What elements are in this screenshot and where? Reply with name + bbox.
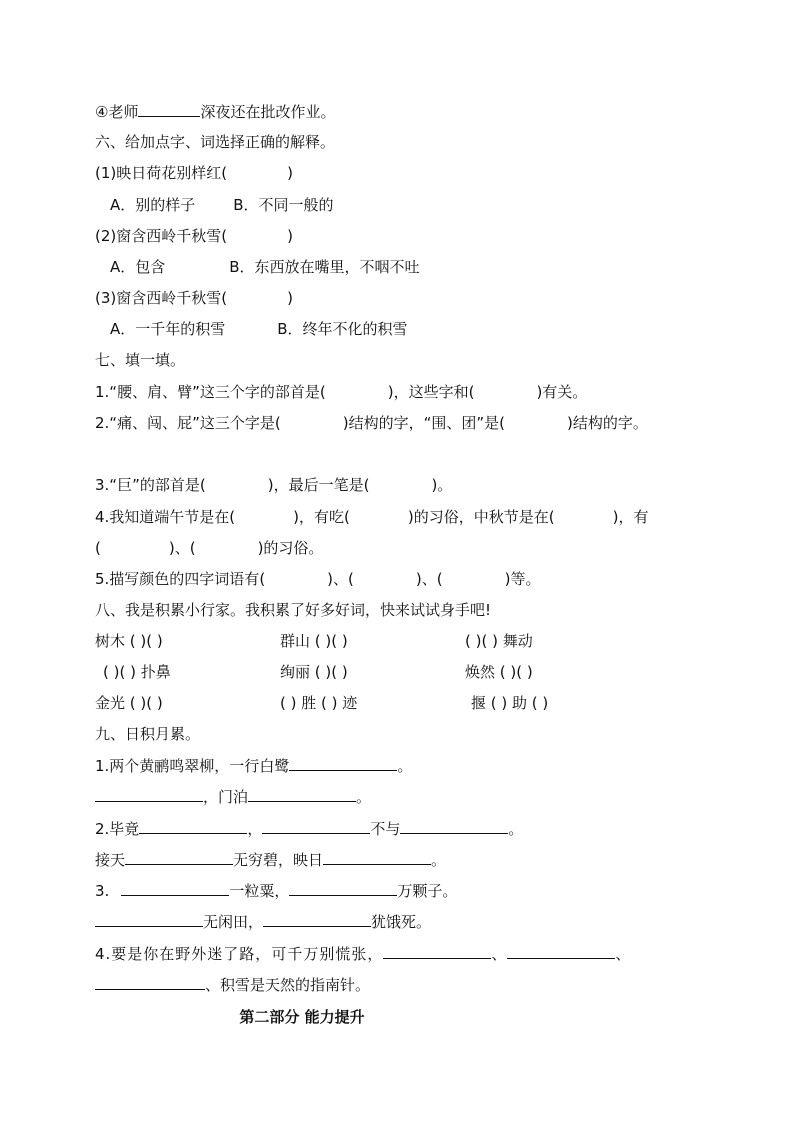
fill-1: 1.“腰、肩、臂”这三个字的部首是( )，这些字和( )有关。 — [95, 383, 588, 401]
poem-1-cont: ，门泊 。 — [95, 785, 734, 809]
blank[interactable] — [95, 785, 203, 802]
blank[interactable] — [95, 910, 203, 927]
blank[interactable] — [289, 879, 397, 896]
fill-4: 4.我知道端午节是在( )，有吃( )的习俗，中秋节是在( )，有 — [95, 508, 649, 526]
part-2-heading: 第二部分 能力提升 — [239, 1008, 365, 1026]
fill-3: 3.“巨”的部首是( )，最后一笔是( )。 — [95, 476, 453, 494]
blank[interactable] — [262, 817, 370, 834]
poem-3-cont: 无闲田， 犹饿死。 — [95, 910, 734, 934]
question-2-options: A．包含 B．东西放在嘴里，不咽不吐 — [110, 258, 420, 276]
poem-4-cont: 、积雪是天然的指南针。 — [95, 973, 734, 997]
word-row-3: 金光 ( )( ) ( ) 胜 ( ) 迹 揠 ( ) 助 ( ) — [95, 694, 549, 712]
question-1-options: A．别的样子 B．不同一般的 — [110, 196, 334, 214]
line-teacher: ④老师 深夜还在批改作业。 — [95, 100, 734, 124]
poem-1: 1.两个黄鹂鸣翠柳，一行白鹭 。 — [95, 754, 734, 778]
section-6-title: 六、给加点字、词选择正确的解释。 — [95, 133, 336, 151]
blank[interactable] — [248, 785, 356, 802]
section-9-title: 九、日积月累。 — [95, 725, 201, 743]
question-3: (3)窗含西岭千秋雪( ) — [95, 289, 293, 307]
poem-2: 2.毕竟 ， 不与 。 — [95, 817, 734, 841]
section-7-title: 七、填一填。 — [95, 351, 186, 369]
blank[interactable] — [383, 942, 491, 959]
blank[interactable] — [400, 817, 508, 834]
blank[interactable] — [95, 973, 205, 990]
blank[interactable] — [323, 848, 431, 865]
blank[interactable] — [139, 817, 247, 834]
blank[interactable] — [507, 942, 615, 959]
fill-4-cont: ( )、( )的习俗。 — [95, 539, 324, 557]
poem-3: 3. 一粒粟， 万颗子。 — [95, 879, 734, 903]
question-1: (1)映日荷花别样红( ) — [95, 164, 293, 182]
blank[interactable] — [125, 848, 233, 865]
poem-4: 4.要是你在野外迷了路，可千万别慌张， 、 、 — [95, 942, 774, 966]
blank[interactable] — [121, 879, 229, 896]
question-3-options: A．一千年的积雪 B．终年不化的积雪 — [110, 320, 408, 338]
word-row-1: 树木 ( )( ) 群山 ( )( ) ( )( ) 舞动 — [95, 632, 533, 650]
question-2: (2)窗含西岭千秋雪( ) — [95, 227, 293, 245]
blank[interactable] — [263, 910, 371, 927]
section-8-title: 八、我是积累小行家。我积累了好多好词，快来试试身手吧! — [95, 601, 492, 619]
blank[interactable] — [138, 100, 200, 117]
fill-2: 2.“痛、闯、屁”这三个字是( )结构的字，“围、团”是( )结构的字。 — [95, 414, 648, 432]
word-row-2: ( )( ) 扑鼻 绚丽 ( )( ) 焕然 ( )( ) — [103, 663, 533, 681]
blank[interactable] — [289, 754, 397, 771]
fill-5: 5.描写颜色的四字词语有( )、( )、( )等。 — [95, 570, 541, 588]
poem-2-cont: 接天 无穷碧，映日 。 — [95, 848, 734, 872]
